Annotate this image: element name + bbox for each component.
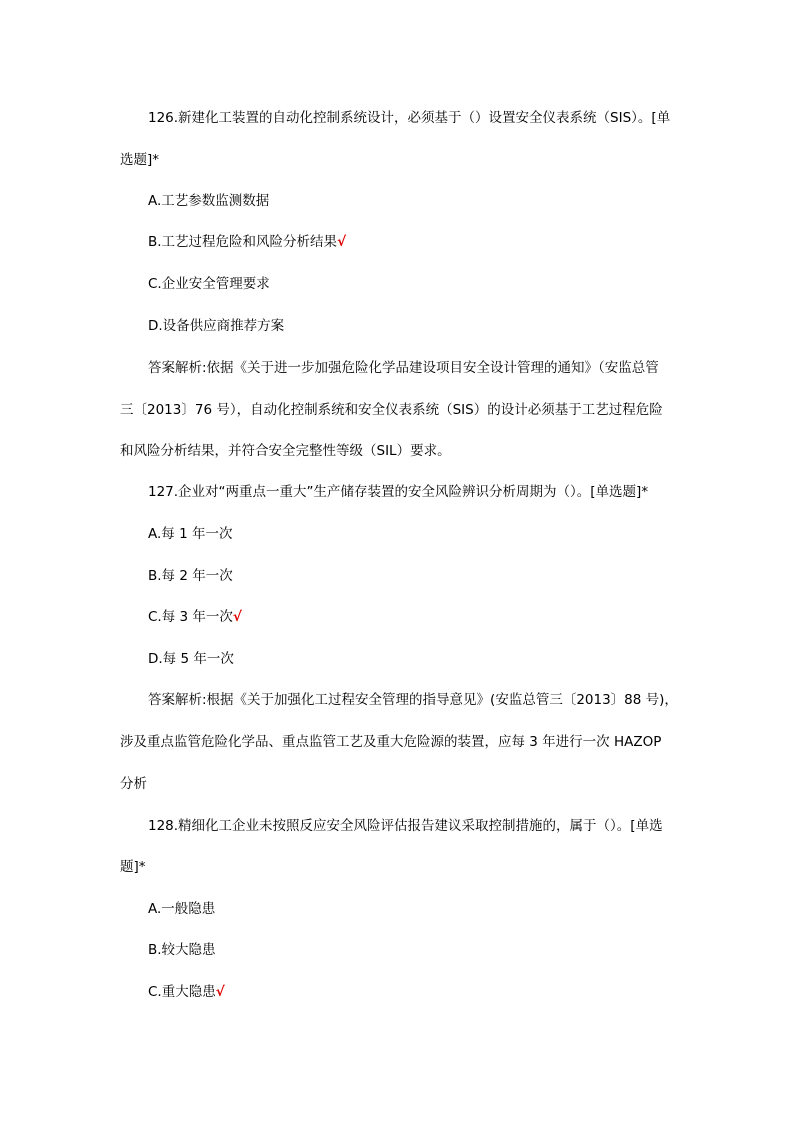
option-text: B.较大隐患	[148, 942, 216, 958]
question-126-option-b	[148, 232, 346, 252]
question-126-analysis-line3: 和风险分析结果，并符合安全完整性等级（SIL）要求。	[120, 443, 451, 459]
question-127-option-b	[148, 566, 233, 586]
option-text: C.企业安全管理要求	[148, 276, 270, 292]
question-128-option-b	[148, 940, 216, 960]
question-127-analysis-line2: 涉及重点监管危险化学品、重点监管工艺及重大危险源的装置，应每 3 年进行一次 HAZOP	[120, 734, 662, 750]
option-text: D.设备供应商推荐方案	[148, 318, 285, 334]
question-127-option-d	[148, 649, 234, 669]
question-127-option-a	[148, 524, 232, 544]
question-128-option-c	[148, 982, 225, 1002]
question-126-option-c	[148, 274, 270, 294]
question-126-stem-line1: 126.新建化工装置的自动化控制系统设计，必须基于（）设置安全仪表系统（SIS）。[单	[148, 110, 671, 126]
question-126-stem-line2: 选题]*	[120, 152, 160, 168]
option-text: C.重大隐患	[148, 984, 216, 1000]
option-text: A.工艺参数监测数据	[148, 193, 270, 209]
correct-check-icon: √	[232, 609, 242, 625]
option-text: A.一般隐患	[148, 901, 216, 917]
option-text: B.每 2 年一次	[148, 568, 233, 584]
correct-check-icon: √	[215, 984, 225, 1000]
question-127-analysis-line3: 分析	[120, 776, 147, 792]
option-text: A.每 1 年一次	[148, 526, 233, 542]
question-126-option-d	[148, 316, 284, 336]
question-127-option-c	[148, 607, 242, 627]
question-128-option-a	[148, 899, 215, 919]
option-text: C.每 3 年一次	[148, 609, 233, 625]
option-text: B.工艺过程危险和风险分析结果	[148, 234, 338, 250]
question-126-analysis-line1: 答案解析:依据《关于进一步加强危险化学品建设项目安全设计管理的通知》（安监总管	[148, 360, 659, 376]
question-127-stem-line1: 127.企业对“两重点一重大”生产储存装置的安全风险辨识分析周期为（）。[单选题]*	[148, 484, 649, 500]
question-127-analysis-line1: 答案解析:根据《关于加强化工过程安全管理的指导意见》(安监总管三〔2013〕88 号)，	[148, 692, 678, 708]
question-128-stem-line2: 题]*	[120, 859, 146, 875]
question-128-stem-line1: 128.精细化工企业未按照反应安全风险评估报告建议采取控制措施的，属于（）。[单选	[148, 818, 663, 834]
question-126-option-a	[148, 191, 269, 211]
option-text: D.每 5 年一次	[148, 651, 234, 667]
question-126-analysis-line2: 三〔2013〕76 号），自动化控制系统和安全仪表系统（SIS）的设计必须基于工艺过程危险	[120, 402, 663, 418]
correct-check-icon: √	[337, 234, 347, 250]
